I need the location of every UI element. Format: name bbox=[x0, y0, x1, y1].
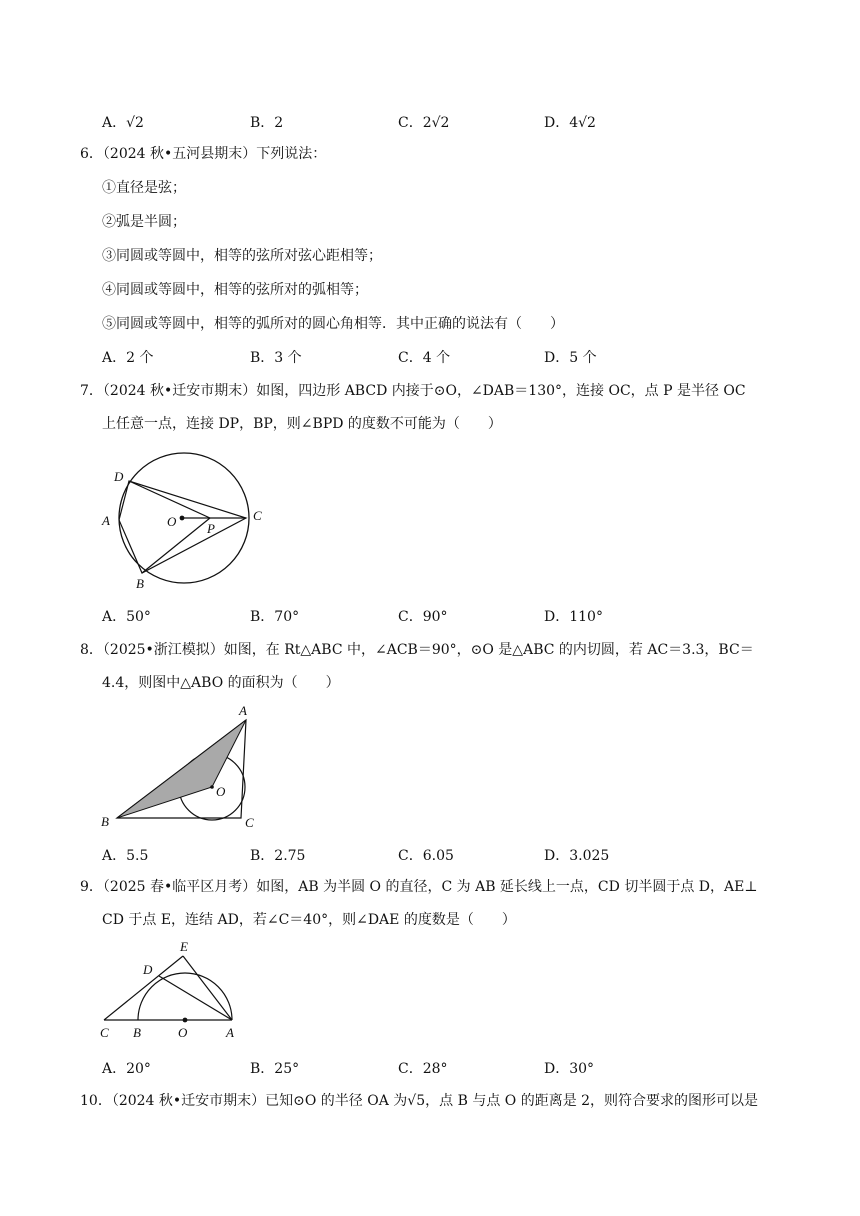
q8-label-a: A bbox=[239, 703, 247, 718]
q7-option-d: D．110° bbox=[544, 609, 603, 625]
q8-option-b: B．2.75 bbox=[250, 848, 306, 864]
q6-item-1: ①直径是弦； bbox=[102, 180, 186, 196]
q9-option-a: A．20° bbox=[102, 1061, 151, 1077]
q6-option-c: C．4 个 bbox=[398, 350, 451, 366]
q7-label-d: D bbox=[114, 469, 124, 484]
q7-option-b: B．70° bbox=[250, 609, 300, 625]
q7-option-c: C．90° bbox=[398, 609, 448, 625]
q9-label-c: C bbox=[100, 1025, 109, 1040]
q7-option-a: A．50° bbox=[102, 609, 151, 625]
q6-item-4: ④同圆或等圆中，相等的弦所对的弧相等； bbox=[102, 282, 368, 298]
q5-option-a: A．√2 bbox=[102, 115, 144, 131]
q5-option-b: B．2 bbox=[250, 115, 284, 131]
q8-option-c: C．6.05 bbox=[398, 848, 454, 864]
q6-item-2: ②弧是半圆； bbox=[102, 214, 186, 230]
q7-figure bbox=[98, 448, 270, 594]
q7-stem-line1: 7．（2024 秋•迁安市期末）如图，四边形 ABCD 内接于⊙O，∠DAB＝130°，连接 OC，点 P 是半径 OC bbox=[80, 383, 746, 399]
q9-label-d: D bbox=[143, 962, 153, 977]
q9-option-b: B．25° bbox=[250, 1061, 300, 1077]
q7-label-b: B bbox=[136, 576, 144, 591]
q9-option-c: C．28° bbox=[398, 1061, 448, 1077]
q10-stem-line1: 10．（2024 秋•迁安市期末）已知⊙O 的半径 OA 为√5，点 B 与点 O 的距离是 2，则符合要求的图形可以是 bbox=[80, 1093, 759, 1109]
q7-label-o: O bbox=[167, 514, 177, 529]
q8-figure bbox=[96, 700, 266, 832]
q6-option-b: B．3 个 bbox=[250, 350, 302, 366]
q8-stem-line1: 8．（2025•浙江模拟）如图，在 Rt△ABC 中，∠ACB＝90°，⊙O 是△ABC 的内切圆，若 AC＝3.3，BC＝ bbox=[80, 642, 754, 658]
q9-stem-line2: CD 于点 E，连结 AD，若∠C＝40°，则∠DAE 的度数是（ ） bbox=[102, 912, 516, 928]
q9-stem-line1: 9．（2025 春•临平区月考）如图，AB 为半圆 O 的直径，C 为 AB 延长线上一点，CD 切半圆于点 D，AE⊥ bbox=[80, 879, 758, 895]
q9-figure bbox=[98, 938, 248, 1044]
q9-label-o: O bbox=[178, 1025, 188, 1040]
q7-label-a: A bbox=[102, 513, 110, 528]
q7-label-c: C bbox=[253, 508, 262, 523]
q9-option-d: D．30° bbox=[544, 1061, 595, 1077]
q7-label-p: P bbox=[207, 521, 215, 536]
q6-item-5: ⑤同圆或等圆中，相等的弧所对的圆心角相等．其中正确的说法有（ ） bbox=[102, 316, 564, 332]
q9-label-a: A bbox=[226, 1025, 234, 1040]
q6-option-a: A．2 个 bbox=[102, 350, 154, 366]
q8-label-b: B bbox=[101, 814, 109, 829]
q6-stem: 6．（2024 秋•五河县期末）下列说法： bbox=[80, 146, 327, 162]
q5-option-c: C．2√2 bbox=[398, 115, 450, 131]
q8-label-c: C bbox=[245, 815, 254, 830]
q6-option-d: D．5 个 bbox=[544, 350, 597, 366]
q8-stem-line2: 4.4，则图中△ABO 的面积为（ ） bbox=[102, 675, 340, 691]
q8-option-d: D．3.025 bbox=[544, 848, 610, 864]
q8-option-a: A．5.5 bbox=[102, 848, 149, 864]
q9-label-b: B bbox=[133, 1025, 141, 1040]
q5-option-d: D．4√2 bbox=[544, 115, 596, 131]
q6-item-3: ③同圆或等圆中，相等的弦所对弦心距相等； bbox=[102, 248, 382, 264]
q9-label-e: E bbox=[180, 939, 188, 954]
q8-label-o: O bbox=[216, 784, 226, 799]
q7-stem-line2: 上任意一点，连接 DP，BP，则∠BPD 的度数不可能为（ ） bbox=[102, 416, 502, 432]
